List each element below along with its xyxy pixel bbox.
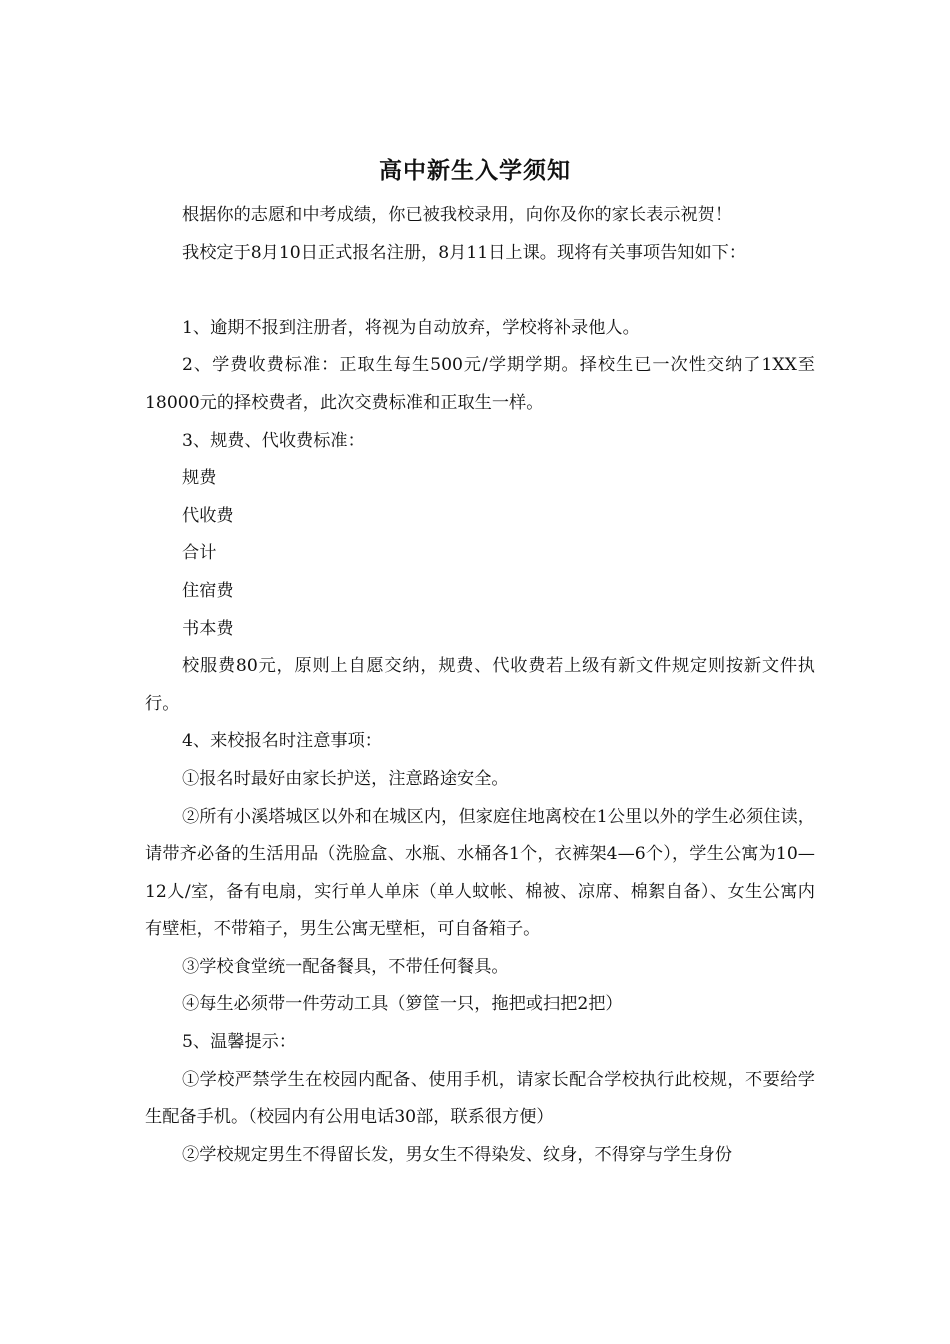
paragraph-item-3: 3、规费、代收费标准： (182, 430, 365, 451)
fee-line-collection: 代收费 (182, 505, 234, 526)
paragraph-item-4: 4、来校报名时注意事项： (182, 731, 382, 752)
paragraph-note-4: ④每生必须带一件劳动工具（箩筐一只，拖把或扫把2把） (182, 994, 623, 1015)
paragraph-note-1: ①报名时最好由家长护送，注意路途安全。 (182, 768, 509, 789)
paragraph-item-5: 5、温馨提示： (182, 1032, 297, 1053)
fee-line-total: 合计 (182, 543, 217, 564)
paragraph-tip-2: ②学校规定男生不得留长发，男女生不得染发、纹身，不得穿与学生身份 (182, 1144, 733, 1165)
paragraph-registration-date: 我校定于8月10日正式报名注册，8月11日上课。现将有关事项告知如下： (182, 242, 747, 263)
paragraph-note-2: ②所有小溪塔城区以外和在城区内，但家庭住地离校在1公里以外的学生必须住读，请带齐必备的生活用品（洗脸盒、水瓶、水桶各1个，衣裤架4—6个），学生公寓为10—12人/室，备有电扇，实行单人单床（单人蚊帐、棉被、凉席、棉絮自备）、女生公寓内有壁柜，不带箱子，男生公寓无壁柜，可自备箱子。 (145, 806, 815, 940)
paragraph-uniform-fee: 校服费80元，原则上自愿交纳，规费、代收费若上级有新文件规定则按新文件执行。 (145, 656, 815, 714)
paragraph-note-3: ③学校食堂统一配备餐具，不带任何餐具。 (182, 956, 509, 977)
blank-line (145, 272, 815, 310)
document-body (145, 197, 815, 1174)
paragraph-item-2: 2、学费收费标准：正取生每生500元/学期学期。择校生已一次性交纳了1XX至18000元的择校费者，此次交费标准和正取生一样。 (145, 355, 815, 413)
fee-line-accommodation: 住宿费 (182, 580, 234, 601)
fee-line-regulation: 规费 (182, 468, 217, 489)
paragraph-item-1: 1、逾期不报到注册者，将视为自动放弃，学校将补录他人。 (182, 317, 640, 338)
fee-line-books: 书本费 (182, 618, 234, 639)
document-title: 高中新生入学须知 (379, 157, 571, 184)
paragraph-congratulation: 根据你的志愿和中考成绩，你已被我校录用，向你及你的家长表示祝贺！ (182, 205, 733, 225)
paragraph-tip-1: ①学校严禁学生在校园内配备、使用手机，请家长配合学校执行此校规，不要给学生配备手机。（校园内有公用电话30部，联系很方便） (145, 1069, 815, 1128)
